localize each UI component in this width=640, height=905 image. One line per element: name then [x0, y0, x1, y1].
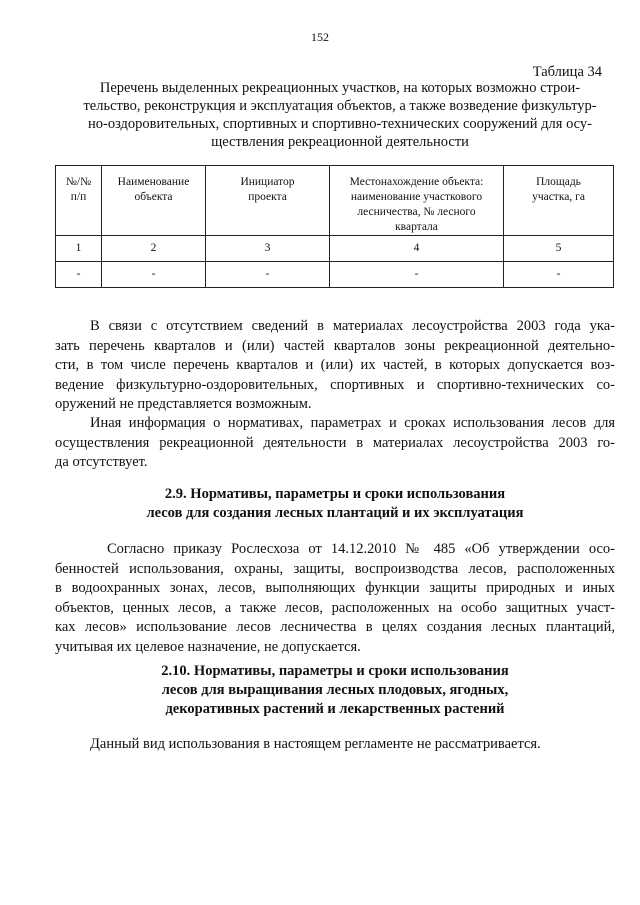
text-line: да отсутствует. — [55, 454, 148, 470]
header-text: объекта — [134, 191, 173, 203]
header-cell-location — [330, 166, 504, 236]
header-cell-name — [102, 166, 206, 236]
caption-line: тельство, реконструкция и эксплуатация объектов, а также возведение физкультур- — [83, 98, 597, 114]
header-text: проекта — [248, 191, 287, 203]
heading-line: декоративных растений и лекарственных растений — [165, 701, 505, 717]
header-cell-initiator — [206, 166, 330, 236]
table-cell: - — [206, 262, 330, 288]
header-text: Местонахождение объекта: — [349, 176, 484, 188]
header-cell-area — [504, 166, 614, 236]
table-caption — [66, 79, 614, 151]
header-text: Площадь — [536, 176, 581, 188]
header-text: квартала — [395, 221, 438, 233]
heading-line: 2.9. Нормативы, параметры и сроки использования — [164, 486, 506, 502]
header-cell-number — [56, 166, 102, 236]
heading-line: 2.10. Нормативы, параметры и сроки использования — [161, 663, 509, 679]
header-text: п/п — [70, 191, 87, 203]
text-line: сти, в том числе перечень кварталов и (или) их частей, в которых допускается воз- — [55, 357, 615, 373]
section-heading-2-10 — [55, 662, 615, 719]
text-line: осуществления рекреационной деятельности в материалах лесоустройства 2003 го- — [55, 434, 615, 451]
text-line: в водоохранных зонах, лесов, выполняющих функции защиты природных и иных — [55, 580, 615, 596]
table-cell: 3 — [206, 236, 330, 262]
table-cell: - — [330, 262, 504, 288]
header-text: участка, га — [532, 191, 585, 203]
table-numbering-row — [56, 236, 614, 262]
text-line: зать перечень кварталов и (или) частей кварталов зоны рекреационной деятельно- — [55, 337, 615, 354]
text-line: учитывая их целевое назначение, не допускается. — [55, 638, 361, 655]
table-row — [56, 262, 614, 288]
text-line: Согласно приказу Рослесхоза от 14.12.2010 № 485 «Об утверждении осо- — [107, 541, 615, 557]
paragraph-not-considered — [55, 735, 615, 755]
header-text: Наименование — [117, 176, 190, 188]
heading-line: лесов для выращивания лесных плодовых, ягодных, — [161, 682, 509, 698]
table-cell: - — [504, 262, 614, 288]
paragraph-no-data — [55, 317, 615, 415]
header-text: №/№ — [65, 176, 92, 188]
paragraph-other-info — [55, 414, 615, 473]
page-number: 152 — [311, 30, 329, 44]
text-line: Данный вид использования в настоящем регламенте не рассматривается. — [90, 736, 541, 752]
header-text: Инициатор — [240, 176, 295, 188]
text-line: оружений не представляется возможным. — [55, 396, 312, 412]
header-text: лесничества, № лесного — [357, 206, 476, 218]
text-line: объектов, ценных лесов, а также лесов, расположенных на особо защитных участ- — [55, 599, 615, 616]
table-cell: 1 — [56, 236, 102, 262]
caption-line: Перечень выделенных рекреационных участков, на которых возможно строи- — [99, 80, 581, 96]
table-cell: - — [102, 262, 206, 288]
caption-line: ществления рекреационной деятельности — [211, 134, 469, 150]
text-line: ведение физкультурно-оздоровительных, спортивных и спортивно-технических со- — [55, 376, 615, 393]
caption-line: но-оздоровительных, спортивных и спортивно-технических сооружений для осу- — [87, 116, 593, 132]
text-line: бенностей использования, охраны, защиты, воспроизводства лесов, расположенных — [55, 560, 615, 577]
table-cell: 2 — [102, 236, 206, 262]
table-header-row — [56, 166, 614, 236]
table-cell: 5 — [504, 236, 614, 262]
section-heading-2-9 — [55, 485, 615, 523]
table-cell: 4 — [330, 236, 504, 262]
text-line: В связи с отсутствием сведений в материалах лесоустройства 2003 года ука- — [90, 318, 615, 334]
text-line: Иная информация о нормативах, параметрах и сроках использования лесов для — [90, 415, 615, 431]
table-label: Таблица 34 — [532, 64, 602, 80]
recreation-objects-table — [55, 165, 614, 288]
header-text: наименование участкового — [350, 191, 483, 203]
heading-line: лесов для создания лесных плантаций и их эксплуатация — [146, 505, 524, 521]
text-line: ках лесов» использование лесов лесничества в целях создания лесных плантаций, — [55, 619, 615, 635]
paragraph-order-485 — [55, 540, 615, 657]
table-cell: - — [56, 262, 102, 288]
